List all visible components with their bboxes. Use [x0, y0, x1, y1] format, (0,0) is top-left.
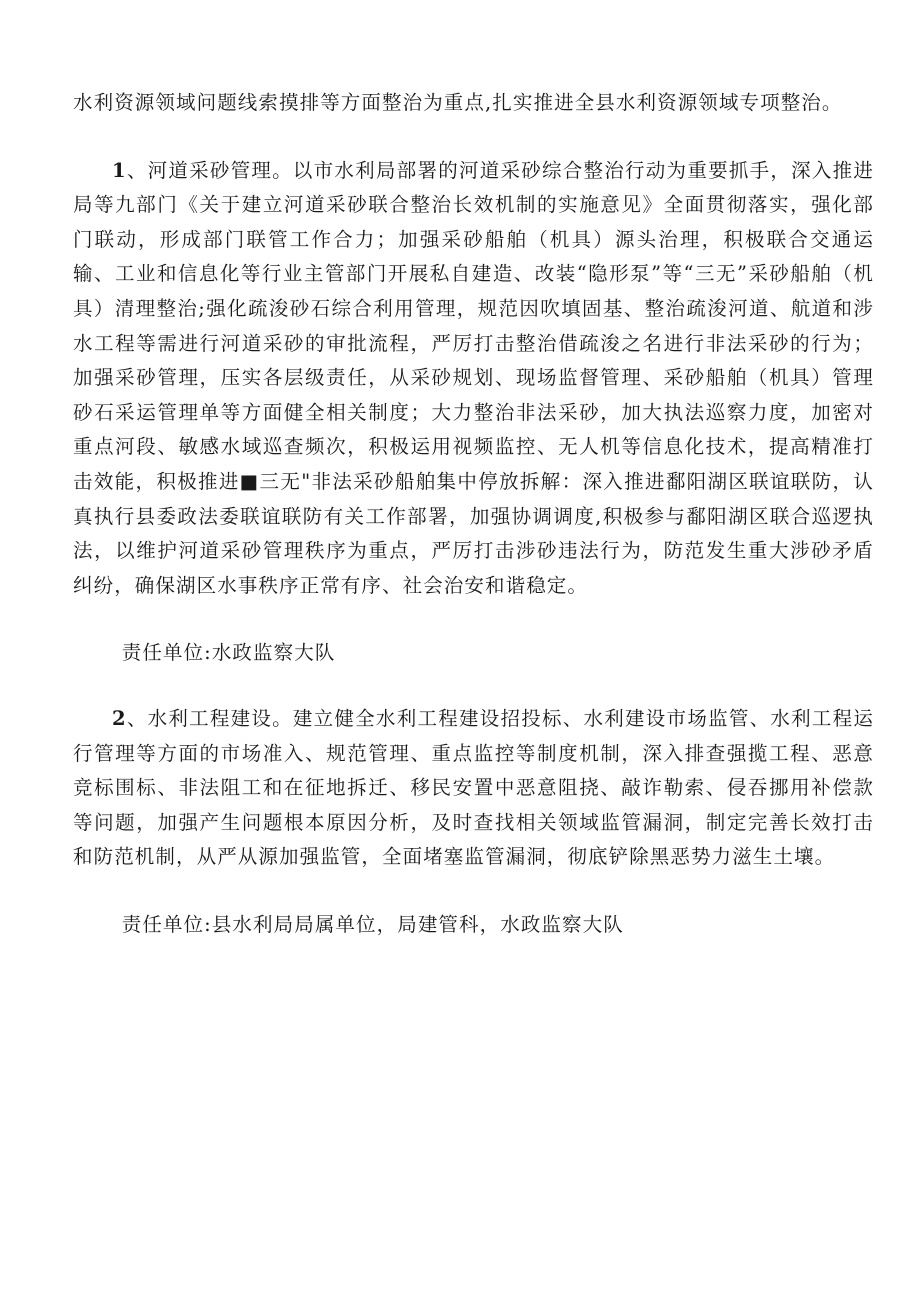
responsible-label: 责任单位: — [121, 912, 212, 936]
section-2-paragraph — [73, 702, 874, 875]
section-1-body: 、河道采砂管理。以市水利局部署的河道采砂综合整治行动为重要抓手，深入推进局等九部门《关于建立河道采砂联合整治长效机制的实施意见》全面贯彻落实，强化部门联动，形成部门联管工作合力；加强采砂船舶（机具）源头治理，积极联合交通运输、工业和信息化等行业主管部门开展私自建造、改装“隐形泵”等“三无”采砂船舶（机具）清理整治;强化疏浚砂石综合利用管理，规范因吹填固基、整治疏浚河道、航道和涉水工程等需进行河道采砂的审批流程，严厉打击整治借疏浚之名进行非法采砂的行为；加强采砂管理，压实各层级责任，从采砂规划、现场监督管理、采砂船舶（机具）管理砂石采运管理单等方面健全相关制度；大力整治非法采砂，加大执法巡察力度，加密对重点河段、敏感水域巡查频次，积极运用视频监控、无人机等信息化技术，提高精准打击效能，积极推进■三无"非法采砂船舶集中停放拆解：深入推进鄱阳湖区联谊联防，认真执行县委政法委联谊联防有关工作部署，加强协调调度,积极参与鄱阳湖区联合巡逻执法，以维护河道采砂管理秩序为重点，严厉打击涉砂违法行为，防范发生重大涉砂矛盾纠纷，确保湖区水事秩序正常有序、社会治安和谐稳定。 — [73, 158, 874, 597]
responsible-label: 责任单位: — [121, 641, 212, 665]
section-2-responsible — [73, 908, 874, 943]
section-1-responsible — [73, 636, 874, 671]
intro-paragraph: 水利资源领域问题线索摸排等方面整治为重点,扎实推进全县水利资源领域专项整治。 — [73, 91, 843, 114]
responsible-units: 水政监察大队 — [211, 641, 336, 665]
section-1-number: 1 — [112, 158, 127, 182]
section-2-number: 2 — [112, 706, 127, 730]
responsible-units: 县水利局局属单位，局建管科，水政监察大队 — [211, 912, 624, 936]
section-2-body: 、水利工程建设。建立健全水利工程建设招投标、水利建设市场监管、水利工程运行管理等方面的市场准入、规范管理、重点监控等制度机制，深入排查强揽工程、恶意竞标围标、非法阻工和在征地拆迁、移民安置中恶意阻挠、敲诈勒索、侵吞挪用补偿款等问题，加强产生问题根本原因分析，及时查找相关领域监管漏洞，制定完善长效打击和防范机制，从严从源加强监管，全面堵塞监管漏洞，彻底铲除黑恶势力滋生土壤。 — [73, 706, 874, 869]
section-1-paragraph — [73, 154, 874, 604]
